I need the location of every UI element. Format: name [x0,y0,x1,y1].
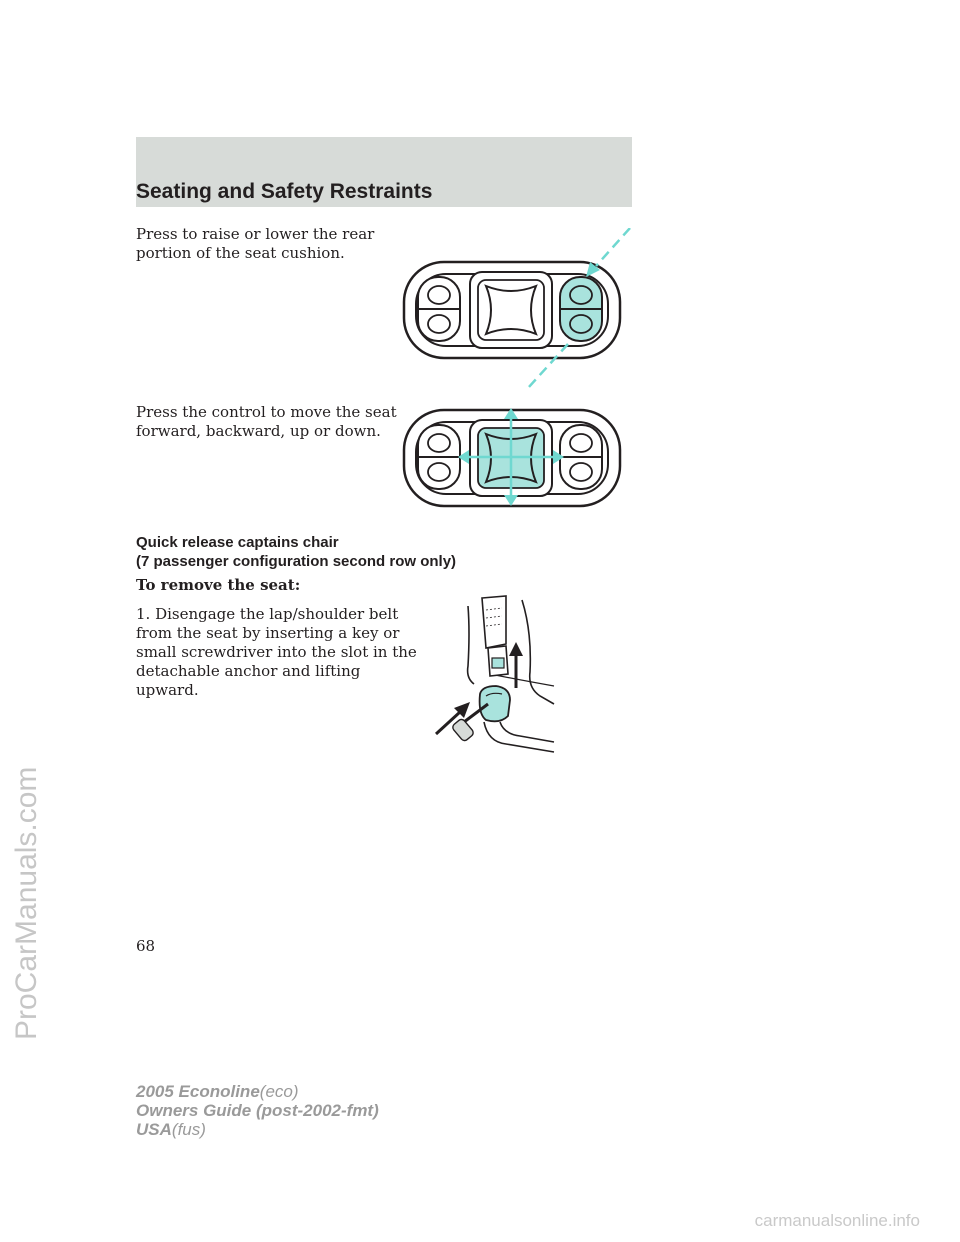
bottom-watermark: carmanualsonline.info [754,1211,920,1230]
belt-anchor-release-diagram [430,592,560,766]
page-title: Seating and Safety Restraints [136,180,433,203]
footer [136,1082,379,1139]
seat-control-diagram-four-way [400,404,640,510]
footer-guide: Owners Guide (post-2002-fmt) [136,1101,379,1120]
seat-move-instruction: Press the control to move the seat forward, backward, up or down. [136,403,397,440]
footer-model: 2005 Econoline [136,1082,260,1101]
seat-control-diagram-rear-cushion [400,228,640,396]
footer-market-code: (fus) [171,1120,206,1139]
footer-model-code: (eco) [259,1082,299,1101]
remove-seat-subheading: To remove the seat: [136,576,301,594]
step-1-instruction: 1. Disengage the lap/shoulder belt from the seat by inserting a key or small screwdriver into the slot in the detachable anchor and lifting upward. [136,605,417,699]
page-number: 68 [136,937,156,955]
side-watermark: ProCarManuals.com [10,766,43,1040]
quick-release-heading: Quick release captains chair (7 passenger configuration second row only) [136,534,457,570]
footer-market: USA [136,1120,172,1139]
seat-cushion-instruction: Press to raise or lower the rear portion of the seat cushion. [136,225,375,262]
